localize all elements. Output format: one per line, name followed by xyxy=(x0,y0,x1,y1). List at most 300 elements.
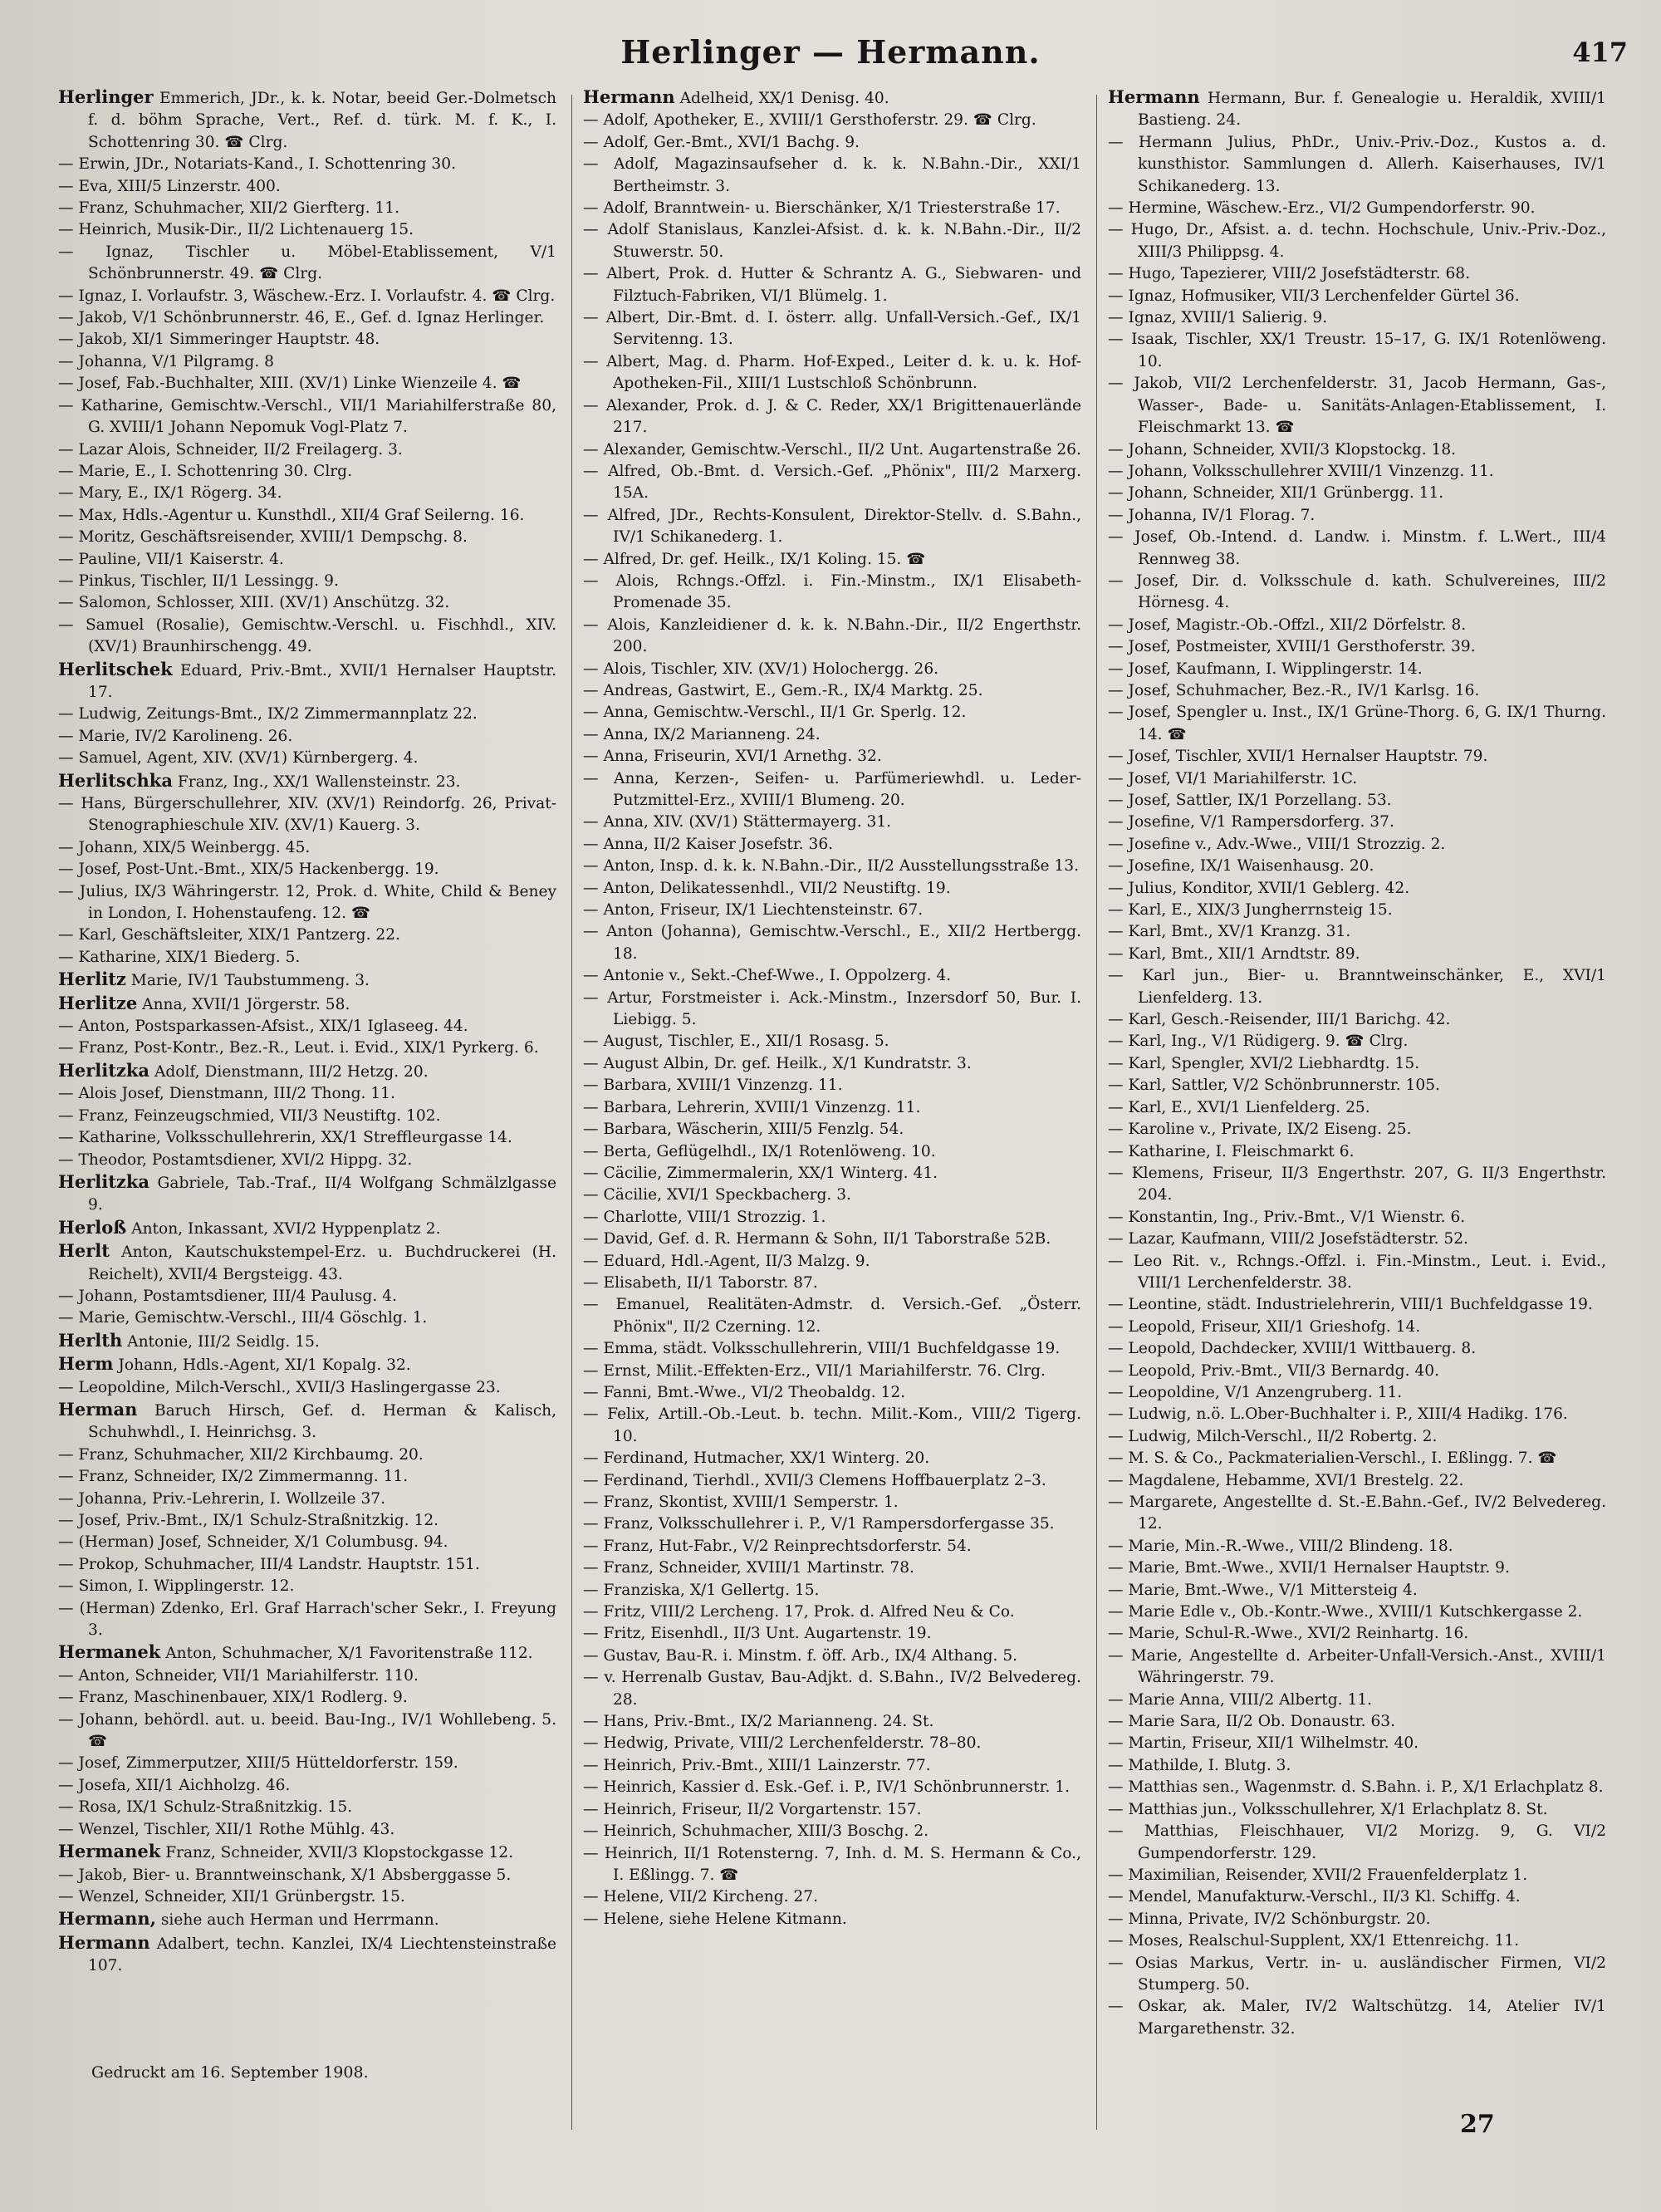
directory-entry xyxy=(58,1865,556,1886)
entry-text: Eduard, Priv.-Bmt., XVII/1 Hernalser Hauptstr. 17. xyxy=(88,661,556,701)
directory-entry xyxy=(583,1207,1081,1229)
entry-surname: Herlitzka xyxy=(58,1170,150,1192)
entry-text: — Adolf Stanislaus, Kanzlei-Afsist. d. k. k. N.Bahn.-Dir., II/2 Stuwerstr. 50. xyxy=(583,221,1081,261)
column-2 xyxy=(583,86,1081,2138)
directory-entry xyxy=(583,1799,1081,1821)
entry-text: Anton, Schuhmacher, X/1 Favoritenstraße 112. xyxy=(165,1645,533,1663)
directory-entry xyxy=(58,1106,556,1127)
entry-text: — August Albin, Dr. gef. Heilk., X/1 Kundratstr. 3. xyxy=(583,1054,972,1072)
directory-entry xyxy=(58,925,556,946)
entry-text: — Marie Edle v., Ob.-Kontr.-Wwe., XVIII/1 Kutschkergasse 2. xyxy=(1108,1603,1583,1621)
directory-entry xyxy=(583,154,1081,198)
entry-text: — Matthias, Fleischhauer, VI/2 Morizg. 9, G. VI/2 Gumpendorferstr. 129. xyxy=(1108,1822,1606,1862)
directory-entry xyxy=(583,615,1081,659)
directory-entry xyxy=(1108,1536,1606,1557)
directory-entry xyxy=(583,1053,1081,1075)
entry-text: — Jakob, XI/1 Simmeringer Hauptstr. 48. xyxy=(58,331,380,349)
directory-entry xyxy=(1108,1294,1606,1316)
entry-text: — (Herman) Josef, Schneider, X/1 Columbusg. 94. xyxy=(58,1533,448,1552)
entry-text: — Marie, Bmt.-Wwe., V/1 Mittersteig 4. xyxy=(1108,1581,1418,1599)
directory-entry xyxy=(1108,1317,1606,1338)
directory-entry xyxy=(1108,1930,1606,1952)
entry-text: — Anna, II/2 Kaiser Josefstr. 36. xyxy=(583,835,834,853)
entry-text: — Franz, Maschinenbauer, XIX/1 Rodlerg. 9. xyxy=(58,1689,408,1707)
directory-entry xyxy=(1108,86,1606,132)
entry-text: — Pauline, VII/1 Kaiserstr. 4. xyxy=(58,550,284,568)
entry-text: — Alfred, Ob.-Bmt. d. Versich.-Gef. „Phönix", III/2 Marxerg. 15A. xyxy=(583,462,1081,503)
directory-entry xyxy=(58,86,556,154)
entry-text: — Franz, Schuhmacher, XII/2 Kirchbaumg. 20. xyxy=(58,1445,424,1464)
entry-text: — Ernst, Milit.-Effekten-Erz., VII/1 Mariahilferstr. 76. Clrg. xyxy=(583,1361,1046,1380)
directory-entry xyxy=(1108,965,1606,1009)
directory-entry xyxy=(58,1510,556,1532)
directory-entry xyxy=(1108,1141,1606,1163)
page-title: Herlinger — Hermann. xyxy=(620,33,1041,71)
directory-entry xyxy=(58,1886,556,1908)
entry-text: — Albert, Mag. d. Pharm. Hof-Exped., Leiter d. k. u. k. Hof-Apotheken-Fil., XIII/1 Lustschloß Schönbrunn. xyxy=(583,352,1081,393)
directory-entry xyxy=(583,1448,1081,1469)
entry-text: — Josefine, IX/1 Waisenhausg. 20. xyxy=(1108,857,1374,875)
directory-entry xyxy=(58,1307,556,1329)
directory-entry xyxy=(1108,1053,1606,1075)
entry-text: — Josefa, XII/1 Aichholzg. 46. xyxy=(58,1776,291,1794)
entry-text: — Franz, Schneider, IX/2 Zimmermanng. 11. xyxy=(58,1468,409,1486)
entry-text: Adalbert, techn. Kanzlei, IX/4 Liechtensteinstraße 107. xyxy=(88,1935,556,1975)
directory-entry xyxy=(58,1665,556,1687)
directory-entry xyxy=(1108,1865,1606,1886)
entry-text: — Alexander, Gemischtw.-Verschl., II/2 Unt. Augartenstraße 26. xyxy=(583,440,1081,459)
entry-text: — Hedwig, Private, VIII/2 Lerchenfelderstr. 78–80. xyxy=(583,1734,982,1753)
entry-text: Anna, XVII/1 Jörgerstr. 58. xyxy=(142,995,350,1013)
directory-entry xyxy=(1108,790,1606,812)
directory-entry xyxy=(58,1908,556,1931)
directory-entry xyxy=(1108,1492,1606,1536)
entry-surname: Herlitschka xyxy=(58,769,173,791)
directory-entry xyxy=(583,1711,1081,1733)
directory-entry xyxy=(1108,1623,1606,1645)
entry-text: Emmerich, JDr., k. k. Notar, beeid Ger.-Dolmetsch f. d. böhm Sprache, Vert., Ref. d. türk. M. f. K., I. Schottenring 30. ☎ Clrg. xyxy=(88,90,556,151)
entry-text: — Ferdinand, Hutmacher, XX/1 Winterg. 20. xyxy=(583,1449,930,1468)
directory-entry xyxy=(1108,527,1606,571)
directory-entry xyxy=(58,1083,556,1105)
entry-surname: Herloß xyxy=(58,1216,127,1238)
directory-entry xyxy=(1108,483,1606,504)
directory-entry xyxy=(58,1797,556,1818)
entry-text: — Leo Rit. v., Rchngs.-Offzl. i. Fin.-Minstm., Leut. i. Evid., VIII/1 Lerchenfelderstr. 38. xyxy=(1108,1252,1606,1292)
directory-entry xyxy=(1108,1690,1606,1711)
directory-entry xyxy=(58,1841,556,1864)
entry-text: — Josef, Schuhmacher, Bez.-R., IV/1 Karlsg. 16. xyxy=(1108,681,1480,699)
entry-surname: Hermann xyxy=(58,1931,150,1953)
directory-entry xyxy=(583,1404,1081,1448)
directory-entry xyxy=(58,1171,556,1217)
entry-surname: Herlitze xyxy=(58,992,138,1013)
directory-entry xyxy=(1108,263,1606,285)
directory-entry xyxy=(583,86,1081,110)
entry-text: — Josef, Zimmerputzer, XIII/5 Hütteldorferstr. 159. xyxy=(58,1754,458,1773)
directory-entry xyxy=(58,286,556,307)
column-divider xyxy=(1096,95,1097,2130)
directory-entry xyxy=(58,859,556,880)
entry-text: — Hans, Bürgerschullehrer, XIV. (XV/1) Reindorfg. 26, Privat-Stenographieschule XIV. (XV/1) Kauerg. 3. xyxy=(58,795,556,835)
entry-text: — Gustav, Bau-R. i. Minstm. f. öff. Arb., IX/4 Althang. 5. xyxy=(583,1646,1018,1665)
directory-entry xyxy=(58,1489,556,1510)
directory-entry xyxy=(1108,944,1606,965)
directory-entry xyxy=(583,1513,1081,1535)
directory-entry xyxy=(583,1097,1081,1119)
entry-text: — Leopoldine, V/1 Anzengruberg. 11. xyxy=(1108,1383,1403,1401)
entry-text: — Matthias sen., Wagenmstr. d. S.Bahn. i. P., X/1 Erlachplatz 8. xyxy=(1108,1778,1604,1797)
entry-text: — Alois Josef, Dienstmann, III/2 Thong. 11. xyxy=(58,1085,395,1103)
directory-entry xyxy=(1108,1404,1606,1425)
entry-text: — Helene, VII/2 Kircheng. 27. xyxy=(583,1888,818,1906)
entry-text: — Ignaz, I. Vorlaufstr. 3, Wäschew.-Erz. I. Vorlaufstr. 4. ☎ Clrg. xyxy=(58,287,556,305)
directory-entry xyxy=(1108,1361,1606,1382)
entry-text: — Berta, Geflügelhdl., IX/1 Rotenlöweng. 10. xyxy=(583,1142,936,1160)
directory-entry xyxy=(583,746,1081,768)
directory-entry xyxy=(583,724,1081,746)
entry-surname: Herlt xyxy=(58,1240,110,1262)
entry-text: — Anton, Friseur, IX/1 Liechtensteinstr. 67. xyxy=(583,901,924,920)
entry-text: — Margarete, Angestellte d. St.-E.Bahn.-Gef., IV/2 Belvedereg. 12. xyxy=(1108,1493,1606,1533)
column-divider xyxy=(571,95,572,2130)
entry-surname: Herlitzka xyxy=(58,1059,150,1081)
entry-text: — Jakob, VII/2 Lerchenfelderstr. 31, Jacob Hermann, Gas-, Wasser-, Bade- u. Sanitäts-Anlagen-Etablissement, I. Fleischmarkt 13. ☎ xyxy=(1108,375,1606,437)
directory-entry xyxy=(583,110,1081,131)
entry-text: — Johann, Schneider, XVII/3 Klopstockg. 18. xyxy=(1108,440,1457,459)
entry-text: — Katharine, XIX/1 Biederg. 5. xyxy=(58,948,301,966)
directory-entry xyxy=(1108,1646,1606,1690)
directory-entry xyxy=(583,988,1081,1032)
entry-text: — Mendel, Manufakturw.-Verschl., II/3 Kl. Schiffg. 4. xyxy=(1108,1888,1521,1906)
entry-text: — Leopold, Dachdecker, XVIII/1 Wittbauerg. 8. xyxy=(1108,1340,1477,1358)
entry-text: — Hugo, Tapezierer, VIII/2 Josefstädterstr. 68. xyxy=(1108,265,1471,283)
entry-text: — Barbara, Wäscherin, XIII/5 Fenzlg. 54. xyxy=(583,1121,904,1139)
directory-entry xyxy=(1108,1777,1606,1798)
directory-columns xyxy=(58,86,1628,2138)
directory-entry xyxy=(1108,680,1606,702)
directory-entry xyxy=(58,395,556,439)
directory-entry xyxy=(583,878,1081,900)
entry-text: Hermann, Bur. f. Genealogie u. Heraldik, XVIII/1 Bastieng. 24. xyxy=(1138,90,1606,130)
entry-text: — Franz, Post-Kontr., Bez.-R., Leut. i. Evid., XIX/1 Pyrkerg. 6. xyxy=(58,1039,539,1057)
directory-entry xyxy=(1108,1338,1606,1360)
entry-text: — Anton, Insp. d. k. k. N.Bahn.-Dir., II/2 Ausstellungsstraße 13. xyxy=(583,857,1080,875)
directory-entry xyxy=(58,993,556,1016)
directory-entry xyxy=(1108,1075,1606,1096)
entry-text: — Fritz, Eisenhdl., II/3 Unt. Augartenstr. 19. xyxy=(583,1625,932,1643)
directory-entry xyxy=(58,1330,556,1353)
directory-entry xyxy=(1108,1886,1606,1908)
directory-entry xyxy=(58,1217,556,1240)
directory-entry xyxy=(58,571,556,592)
directory-entry xyxy=(1108,1097,1606,1119)
directory-entry xyxy=(583,198,1081,219)
entry-text: — Heinrich, Schuhmacher, XIII/3 Boschg. 2. xyxy=(583,1822,929,1841)
directory-entry xyxy=(58,373,556,395)
directory-entry xyxy=(583,1229,1081,1250)
directory-entry xyxy=(583,1338,1081,1360)
entry-text: — Anton, Postsparkassen-Afsist., XIX/1 Iglaseeg. 44. xyxy=(58,1018,468,1036)
entry-text: — Alfred, Dr. gef. Heilk., IX/1 Koling. 15. ☎ xyxy=(583,550,926,568)
directory-entry xyxy=(583,1251,1081,1273)
directory-entry xyxy=(583,1886,1081,1908)
entry-text: — Heinrich, Kassier d. Esk.-Gef. i. P., IV/1 Schönbrunnerstr. 1. xyxy=(583,1778,1071,1797)
directory-entry xyxy=(58,793,556,837)
directory-entry xyxy=(1108,615,1606,636)
entry-text: — Eva, XIII/5 Linzerstr. 400. xyxy=(58,177,281,195)
entry-text: Anton, Inkassant, XVI/2 Hyppenplatz 2. xyxy=(131,1219,441,1238)
directory-entry xyxy=(1108,636,1606,658)
directory-entry xyxy=(58,1709,556,1753)
entry-text: — Charlotte, VIII/1 Strozzig. 1. xyxy=(583,1208,826,1226)
directory-entry xyxy=(583,1361,1081,1382)
directory-entry xyxy=(583,1909,1081,1930)
directory-entry xyxy=(1108,373,1606,439)
directory-entry xyxy=(58,1037,556,1059)
entry-text: — Karl, Geschäftsleiter, XIX/1 Pantzerg. 22. xyxy=(58,926,400,944)
entry-text: — Josef, Sattler, IX/1 Porzellang. 53. xyxy=(1108,792,1392,809)
directory-entry xyxy=(58,969,556,992)
entry-text: — Konstantin, Ing., Priv.-Bmt., V/1 Wienstr. 6. xyxy=(1108,1208,1466,1226)
entry-text: — Oskar, ak. Maler, IV/2 Waltschützg. 14, Atelier IV/1 Margarethenstr. 32. xyxy=(1108,1998,1606,2038)
directory-entry xyxy=(1108,1119,1606,1140)
directory-entry xyxy=(58,483,556,504)
directory-entry xyxy=(58,1932,556,1978)
directory-entry xyxy=(583,965,1081,987)
entry-text: — Jakob, V/1 Schönbrunnerstr. 46, E., Gef. d. Ignaz Herlinger. xyxy=(58,309,545,327)
directory-entry xyxy=(58,1353,556,1376)
directory-entry xyxy=(1108,1755,1606,1777)
directory-entry xyxy=(583,1273,1081,1294)
directory-entry xyxy=(1108,1251,1606,1295)
entry-text: — Johanna, V/1 Pilgramg. 8 xyxy=(58,352,274,370)
directory-entry xyxy=(58,770,556,793)
column-3 xyxy=(1108,86,1606,2138)
entry-text: — Barbara, Lehrerin, XVIII/1 Vinzenzg. 11. xyxy=(583,1098,921,1116)
directory-entry xyxy=(1108,1448,1606,1469)
entry-text: — Cäcilie, XVI/1 Speckbacherg. 3. xyxy=(583,1186,851,1204)
entry-text: — Marie, Gemischtw.-Verschl., III/4 Göschlg. 1. xyxy=(58,1309,428,1327)
entry-text: — Ignaz, Hofmusiker, VII/3 Lerchenfelder Gürtel 36. xyxy=(1108,287,1520,305)
entry-text: — Josef, Post-Unt.-Bmt., XIX/5 Hackenbergg. 19. xyxy=(58,861,439,879)
directory-entry xyxy=(58,351,556,373)
directory-entry xyxy=(58,1444,556,1466)
directory-entry xyxy=(58,1240,556,1286)
entry-text: — Albert, Dir.-Bmt. d. I. österr. allg. Unfall-Versich.-Gef., IX/1 Servitenng. 13. xyxy=(583,309,1081,349)
entry-text: — Mary, E., IX/1 Rögerg. 34. xyxy=(58,484,282,503)
directory-entry xyxy=(58,505,556,527)
directory-entry xyxy=(1108,1953,1606,1997)
directory-entry xyxy=(58,1598,556,1642)
directory-entry xyxy=(58,947,556,969)
entry-text: — Marie Sara, II/2 Ob. Donaustr. 63. xyxy=(1108,1713,1396,1731)
entry-text: — Elisabeth, II/1 Taborstr. 87. xyxy=(583,1273,818,1292)
directory-entry xyxy=(58,726,556,748)
directory-entry xyxy=(58,1377,556,1399)
directory-entry xyxy=(1108,1996,1606,2040)
directory-entry xyxy=(58,1753,556,1774)
entry-text: — Julius, Konditor, XVII/1 Geblerg. 42. xyxy=(1108,879,1410,897)
entry-text: — Erwin, JDr., Notariats-Kand., I. Schottenring 30. xyxy=(58,155,456,174)
directory-entry xyxy=(583,659,1081,680)
entry-text: — Hermann Julius, PhDr., Univ.-Priv.-Doz., Kustos a. d. kunsthistor. Sammlungen d. Allerh. Kaiserhauses, IV/1 Schikanederg. 13. xyxy=(1108,133,1606,195)
directory-entry xyxy=(583,680,1081,702)
entry-text: — Karl, E., XIX/3 Jungherrnsteig 15. xyxy=(1108,901,1393,920)
entry-text: — Simon, I. Wipplingerstr. 12. xyxy=(58,1577,295,1596)
entry-text: — (Herman) Zdenko, Erl. Graf Harrach'scher Sekr., I. Freyung 3. xyxy=(58,1599,556,1640)
entry-text: — Artur, Forstmeister i. Ack.-Minstm., Inzersdorf 50, Bur. I. Liebigg. 5. xyxy=(583,988,1081,1029)
entry-text: — Heinrich, II/1 Rotensterng. 7, Inh. d. M. S. Hermann & Co., I. Eßlingg. 7. ☎ xyxy=(583,1844,1081,1884)
print-date-note: Gedruckt am 16. September 1908. xyxy=(91,2063,369,2082)
entry-text: — Josefine v., Adv.-Wwe., VIII/1 Strozzig. 2. xyxy=(1108,835,1446,853)
directory-entry xyxy=(583,263,1081,307)
directory-entry xyxy=(583,812,1081,833)
entry-surname: Hermann, xyxy=(58,1908,156,1930)
entry-text: — Moses, Realschul-Supplent, XX/1 Ettenreichg. 11. xyxy=(1108,1932,1520,1950)
directory-entry xyxy=(583,395,1081,439)
entry-text: — Katharine, Gemischtw.-Verschl., VII/1 Mariahilferstraße 80, G. XVIII/1 Johann Nepomuk Vogl-Platz 7. xyxy=(58,396,556,437)
entry-text: — Katharine, I. Fleischmarkt 6. xyxy=(1108,1142,1355,1160)
entry-text: — Heinrich, Friseur, II/2 Vorgartenstr. 157. xyxy=(583,1800,922,1818)
directory-entry xyxy=(58,1775,556,1797)
directory-entry xyxy=(1108,900,1606,921)
entry-text: — Marie, Min.-R.-Wwe., VIII/2 Blindeng. 18. xyxy=(1108,1537,1453,1555)
directory-entry xyxy=(58,1687,556,1709)
entry-text: — Johann, XIX/5 Weinbergg. 45. xyxy=(58,838,311,856)
entry-text: — Hans, Priv.-Bmt., IX/2 Marianneng. 24. St. xyxy=(583,1713,934,1731)
directory-entry xyxy=(583,1141,1081,1163)
directory-entry xyxy=(58,1399,556,1444)
entry-text: — Klemens, Friseur, II/3 Engerthstr. 207, G. II/3 Engerthstr. 204. xyxy=(1108,1164,1606,1204)
directory-entry xyxy=(583,856,1081,877)
entry-text: — Lazar Alois, Schneider, II/2 Freilagerg. 3. xyxy=(58,440,403,459)
entry-text: — Josef, Tischler, XVII/1 Hernalser Hauptstr. 79. xyxy=(1108,748,1488,766)
directory-entry xyxy=(583,1580,1081,1601)
entry-text: — Matthias jun., Volksschullehrer, X/1 Erlachplatz 8. St. xyxy=(1108,1800,1548,1818)
directory-entry xyxy=(1108,1009,1606,1031)
directory-entry xyxy=(58,1016,556,1037)
entry-text: — Franz, Feinzeugschmied, VII/3 Neustiftg. 102. xyxy=(58,1106,441,1125)
entry-text: — Anna, IX/2 Marianneng. 24. xyxy=(583,725,821,743)
directory-entry xyxy=(583,1382,1081,1404)
directory-entry xyxy=(1108,768,1606,790)
entry-text: — Franziska, X/1 Gellertg. 15. xyxy=(583,1581,820,1599)
entry-text: — Josef, Magistr.-Ob.-Offzl., XII/2 Dörfelstr. 8. xyxy=(1108,616,1467,634)
entry-text: — Ignaz, XVIII/1 Salierig. 9. xyxy=(1108,309,1328,327)
page-header xyxy=(0,33,1661,83)
page-number: 417 xyxy=(1572,37,1628,68)
directory-entry xyxy=(1108,1426,1606,1448)
entry-text: — Adolf, Ger.-Bmt., XVI/1 Bachg. 9. xyxy=(583,133,860,151)
directory-entry xyxy=(58,1576,556,1597)
directory-entry xyxy=(583,571,1081,615)
entry-text: — Ignaz, Tischler u. Möbel-Etablissement, V/1 Schönbrunnerstr. 49. ☎ Clrg. xyxy=(58,243,556,283)
directory-entry xyxy=(58,219,556,241)
entry-text: — Ferdinand, Tierhdl., XVII/3 Clemens Hoffbauerplatz 2–3. xyxy=(583,1471,1046,1489)
entry-text: — Cäcilie, Zimmermalerin, XX/1 Winterg. 41. xyxy=(583,1164,938,1182)
entry-text: — Anton, Schneider, VII/1 Mariahilferstr. 110. xyxy=(58,1666,419,1685)
directory-entry xyxy=(583,1075,1081,1096)
directory-entry xyxy=(1108,1711,1606,1733)
entry-text: — Josef, Kaufmann, I. Wipplingerstr. 14. xyxy=(1108,660,1423,678)
entry-text: — Johann, Volksschullehrer XVIII/1 Vinzenzg. 11. xyxy=(1108,462,1494,480)
directory-entry xyxy=(58,242,556,286)
entry-text: — Osias Markus, Vertr. in- u. ausländischer Firmen, VI/2 Stumperg. 50. xyxy=(1108,1954,1606,1994)
directory-entry xyxy=(58,1150,556,1171)
directory-entry xyxy=(583,1623,1081,1645)
entry-text: — Karl, E., XVI/1 Lienfelderg. 25. xyxy=(1108,1098,1370,1116)
entry-text: — Marie, IV/2 Karolineng. 26. xyxy=(58,727,293,745)
entry-text: — Barbara, XVIII/1 Vinzenzg. 11. xyxy=(583,1077,843,1095)
directory-entry xyxy=(58,307,556,329)
entry-text: — Rosa, IX/1 Schulz-Straßnitzkig. 15. xyxy=(58,1798,353,1817)
directory-entry xyxy=(583,1470,1081,1492)
entry-surname: Hermanek xyxy=(58,1641,161,1663)
entry-text: — Emanuel, Realitäten-Admstr. d. Versich.-Gef. „Österr. Phönix", II/2 Czerning. 12. xyxy=(583,1296,1081,1336)
entry-text: — Theodor, Postamtsdiener, XVI/2 Hippg. 32. xyxy=(58,1150,413,1169)
entry-surname: Herlth xyxy=(58,1329,123,1351)
entry-text: — Martin, Friseur, XII/1 Wilhelmstr. 40. xyxy=(1108,1734,1419,1753)
entry-text: — Julius, IX/3 Währingerstr. 12, Prok. d. White, Child & Beney in London, I. Hohenstaufeng. 12. ☎ xyxy=(58,882,556,923)
directory-entry xyxy=(583,505,1081,549)
entry-text: Anton, Kautschukstempel-Erz. u. Buchdruckerei (H. Reichelt), XVII/4 Bergsteigg. 43. xyxy=(88,1243,556,1283)
entry-text: — Alfred, JDr., Rechts-Konsulent, Direktor-Stellv. d. S.Bahn., IV/1 Schikanederg. 1. xyxy=(583,506,1081,547)
entry-text: — Anna, Friseurin, XVI/1 Arnethg. 32. xyxy=(583,748,882,766)
entry-text: — Katharine, Volksschullehrerin, XX/1 Streffleurgasse 14. xyxy=(58,1129,512,1147)
entry-text: Gabriele, Tab.-Traf., II/4 Wolfgang Schmälzlgasse 9. xyxy=(88,1174,556,1214)
directory-entry xyxy=(583,900,1081,921)
directory-entry xyxy=(583,768,1081,812)
entry-text: — Samuel (Rosalie), Gemischtw.-Verschl. u. Fischhdl., XIV. (XV/1) Braunhirschengg. 49. xyxy=(58,616,556,656)
entry-text: — Leopold, Friseur, XII/1 Grieshofg. 14. xyxy=(1108,1317,1421,1336)
entry-text: siehe auch Herman und Herrmann. xyxy=(160,1911,439,1930)
sheet-number: 27 xyxy=(1460,2110,1495,2139)
entry-text: — Anton, Delikatessenhdl., VII/2 Neustiftg. 19. xyxy=(583,879,951,897)
entry-text: — Heinrich, Musik-Dir., II/2 Lichtenauerg 15. xyxy=(58,221,414,239)
directory-entry xyxy=(58,615,556,659)
directory-entry xyxy=(583,132,1081,154)
entry-text: — Salomon, Schlosser, XIII. (XV/1) Anschützg. 32. xyxy=(58,594,450,612)
entry-text: — Hugo, Dr., Afsist. a. d. techn. Hochschule, Univ.-Priv.-Doz., XIII/3 Philippsg. 4. xyxy=(1108,221,1606,261)
directory-entry xyxy=(583,834,1081,856)
directory-entry xyxy=(1108,1580,1606,1601)
entry-text: — Anton (Johanna), Gemischtw.-Verschl., E., XII/2 Hertbergg. 18. xyxy=(583,923,1081,963)
directory-entry xyxy=(1108,1207,1606,1229)
directory-entry xyxy=(58,837,556,859)
directory-entry xyxy=(583,1755,1081,1777)
entry-text: — M. S. & Co., Packmaterialien-Verschl., I. Eßlingg. 7. ☎ xyxy=(1108,1449,1557,1468)
column-1 xyxy=(58,86,556,2138)
directory-entry xyxy=(583,1777,1081,1798)
entry-text: — Anna, XIV. (XV/1) Stättermayerg. 31. xyxy=(583,813,892,831)
entry-text: — Pinkus, Tischler, II/1 Lessingg. 9. xyxy=(58,571,339,590)
entry-surname: Hermann xyxy=(1108,86,1200,107)
entry-text: — Franz, Skontist, XVIII/1 Semperstr. 1. xyxy=(583,1493,899,1511)
entry-text: — Karl, Gesch.-Reisender, III/1 Barichg. 42. xyxy=(1108,1011,1451,1029)
entry-text: — Eduard, Hdl.-Agent, II/3 Malzg. 9. xyxy=(583,1252,870,1270)
entry-text: — Wenzel, Schneider, XII/1 Grünbergstr. 15. xyxy=(58,1887,405,1905)
directory-entry xyxy=(1108,878,1606,900)
entry-text: Franz, Ing., XX/1 Wallensteinstr. 23. xyxy=(177,772,461,791)
entry-text: — Alois, Kanzleidiener d. k. k. N.Bahn.-Dir., II/2 Engerthstr. 200. xyxy=(583,616,1081,656)
directory-entry xyxy=(1108,1382,1606,1404)
directory-entry xyxy=(1108,307,1606,329)
entry-text: — Karl, Sattler, V/2 Schönbrunnerstr. 105. xyxy=(1108,1077,1440,1095)
entry-text: — Ludwig, Zeitungs-Bmt., IX/2 Zimmermannplatz 22. xyxy=(58,705,478,723)
entry-text: — Andreas, Gastwirt, E., Gem.-R., IX/4 Marktg. 25. xyxy=(583,681,983,699)
entry-text: — Ludwig, Milch-Verschl., II/2 Robertg. 2. xyxy=(1108,1427,1438,1445)
